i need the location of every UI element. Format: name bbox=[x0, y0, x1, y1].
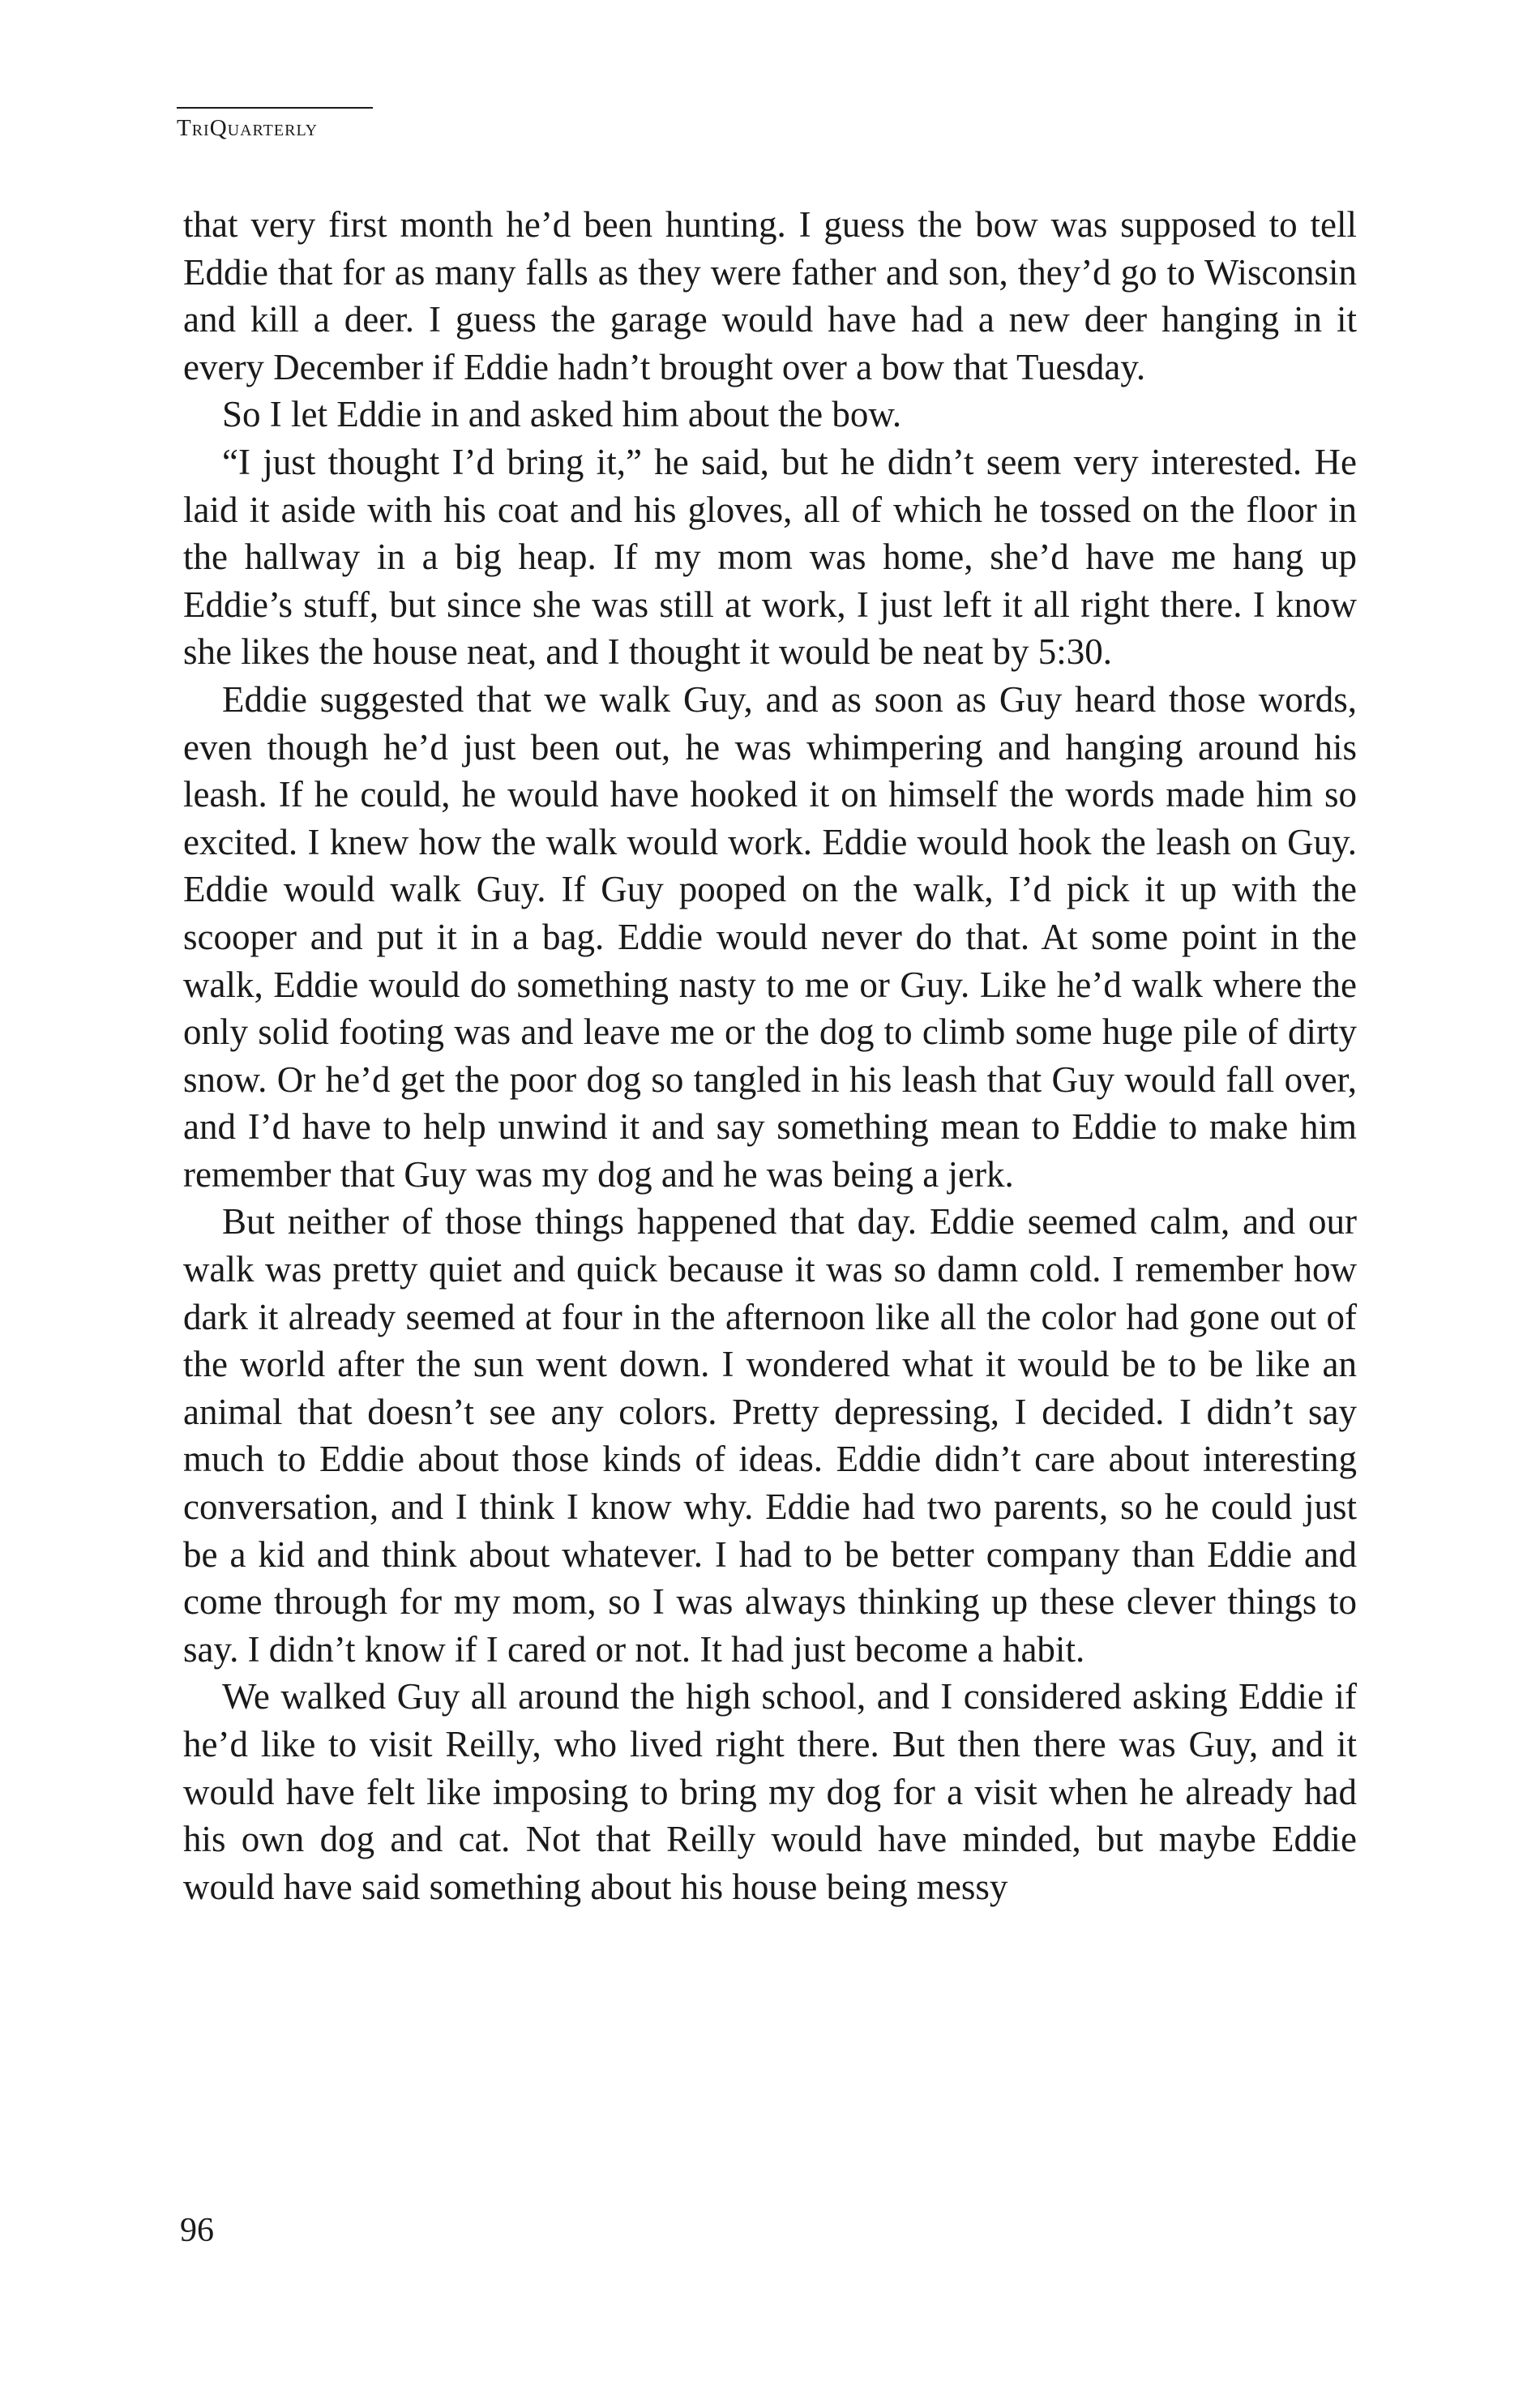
paragraph: So I let Eddie in and asked him about the bow. bbox=[222, 394, 902, 435]
paragraph: We walked Guy all around the high school, and I considered asking Eddie if he’d like to visit Reilly, who lived right there. But then there was Guy, and it would have felt like imposing to bring my dog for a visit when he already had his own dog and cat. Not that Reilly would have minded, but maybe Eddie would have said something about his house being messy bbox=[183, 1676, 1357, 1907]
page-body bbox=[183, 201, 1357, 1910]
paragraph: Eddie suggested that we walk Guy, and as soon as Guy heard those words, even though he’d just been out, he was whimpering and hanging around his leash. If he could, he would have hooked it on himself the words made him so excited. I knew how the walk would work. Eddie would hook the leash on Guy. Eddie would walk Guy. If Guy pooped on the walk, I’d pick it up with the scooper and put it in a bag. Eddie would never do that. At some point in the walk, Eddie would do something nasty to me or Guy. Like he’d walk where the only solid footing was and leave me or the dog to climb some huge pile of dirty snow. Or he’d get the poor dog so tangled in his leash that Guy would fall over, and I’d have to help unwind it and say something mean to Eddie to make him remember that Guy was my dog and he was being a jerk. bbox=[183, 678, 1357, 1195]
running-head: TriQuarterly bbox=[177, 115, 319, 141]
paragraph: But neither of those things happened that day. Eddie seemed calm, and our walk was pretty quiet and quick because it was so damn cold. I remember how dark it already seemed at four in the afternoon like all the color had gone out of the world after the sun went down. I wondered what it would be to be like an animal that doesn’t see any colors. Pretty depressing, I decided. I didn’t say much to Eddie about those kinds of ideas. Eddie didn’t care about interesting conversation, and I think I know why. Eddie had two parents, so he could just be a kid and think about whatever. I had to be better company than Eddie and come through for my mom, so I was always thinking up these clever things to say. I didn’t know if I cared or not. It had just become a habit. bbox=[183, 1201, 1357, 1670]
paragraph-continued: that very first month he’d been hunting. I guess the bow was supposed to tell Eddie that for as many falls as they were father and son, they’d go to Wisconsin and kill a deer. I guess the garage would have had a new deer hanging in it every December if Eddie hadn’t brought over a bow that Tuesday. bbox=[183, 204, 1357, 387]
paragraph: “I just thought I’d bring it,” he said, but he didn’t seem very interested. He laid it aside with his coat and his gloves, all of which he tossed on the floor in the hallway in a big heap. If my mom was home, she’d have me hang up Eddie’s stuff, but since she was still at work, I just left it all right there. I know she likes the house neat, and I thought it would be neat by 5:30. bbox=[183, 441, 1357, 673]
page-number: 96 bbox=[180, 2212, 214, 2249]
running-head-rule bbox=[177, 107, 373, 109]
